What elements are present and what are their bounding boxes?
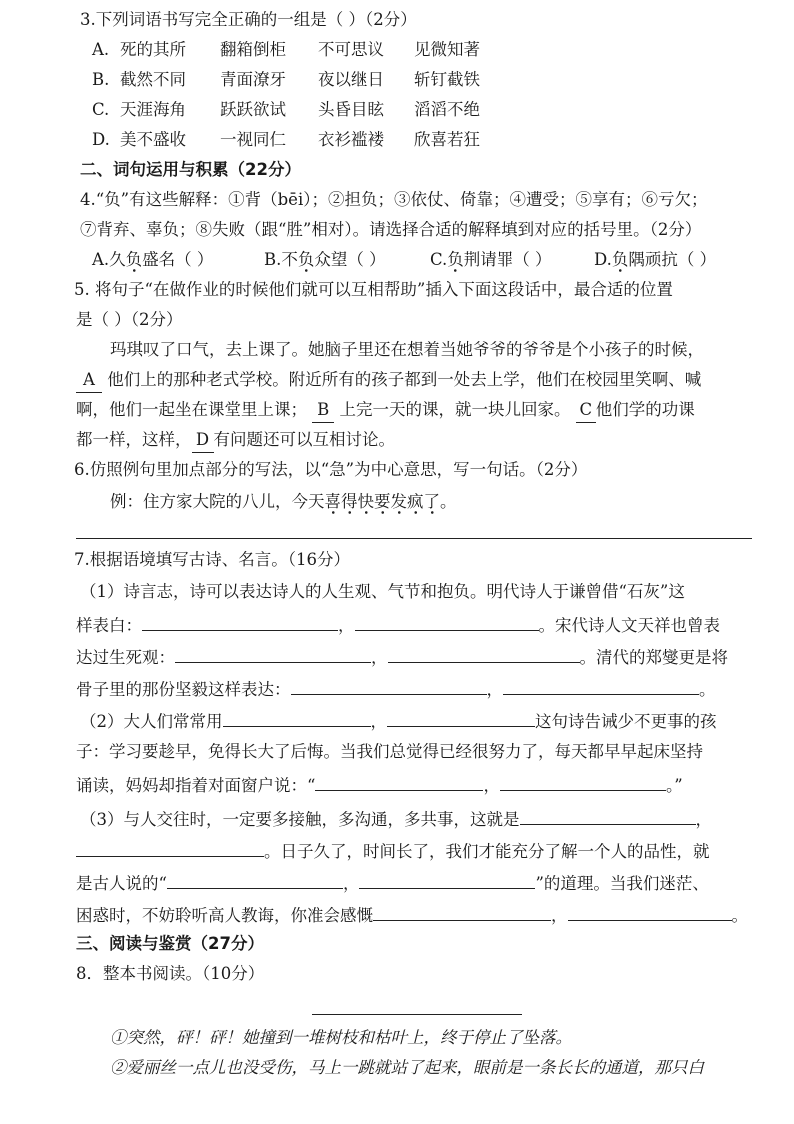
q7-s1-line-1: （1）诗言志，诗可以表达诗人的人生观、气节和抱负。明代诗人于谦曾借“石灰”这 [80, 582, 685, 601]
fill-blank[interactable] [142, 612, 338, 631]
q7-text: 。日子久了，时间长了，我们才能充分了解一个人的品性，就 [264, 842, 710, 861]
option-letter: A. [92, 40, 110, 59]
option-word: 一视同仁 [220, 130, 286, 149]
section-heading-3: 三、阅读与鉴赏（27分） [76, 934, 264, 953]
q8-stem: 8．整本书阅读。（10分） [76, 964, 265, 983]
option-word: 截然不同 [120, 70, 186, 89]
q7-text: 诵读，妈妈却指着对面窗户说：“ [76, 776, 316, 795]
option-word: 斩钉截铁 [414, 70, 480, 89]
fill-blank[interactable] [500, 772, 666, 791]
dotted-char: 负 [126, 250, 143, 273]
q5-passage-line-4 [76, 428, 395, 453]
q7-text: ， [370, 712, 387, 731]
dotted-phrase: 喜得快要发疯了 [325, 492, 441, 515]
q7-text: ， [486, 680, 503, 699]
fill-blank[interactable] [76, 838, 264, 857]
q7-s3-line-4 [76, 902, 748, 928]
q5-line-2: 是（ ）（2分） [76, 310, 183, 329]
fill-blank[interactable] [291, 676, 487, 695]
q7-text: 困惑时，不妨聆听高人教诲，你准会感慨 [76, 906, 373, 925]
example-text: 。 [440, 492, 457, 511]
option-letter: B. [92, 70, 110, 89]
fill-blank[interactable] [359, 870, 535, 889]
q7-text: 骨子里的那份坚毅这样表达： [76, 680, 291, 699]
option-word: 欣喜若狂 [414, 130, 480, 149]
q3-stem: 3.下列词语书写完全正确的一组是（ ）（2分） [80, 10, 417, 29]
q4-line-1: 4.“负”有这些解释：①背（bēi）；②担负；③依仗、倚靠；④遭受；⑤享有；⑥亏欠； [80, 190, 708, 209]
q7-s3-line-3 [76, 870, 709, 896]
q5-passage-line-3 [76, 398, 695, 423]
q4-item-text: 荆请罪（ ） [463, 250, 552, 269]
option-word: 头昏目眩 [318, 100, 384, 119]
q7-text: 。宋代诗人文天祥也曾表 [538, 616, 720, 635]
dotted-char: 负 [447, 250, 464, 273]
q4-item-a [92, 248, 213, 272]
option-letter: C. [92, 100, 110, 119]
q4-item-text: D. [594, 250, 612, 269]
insert-mark-b: B [312, 398, 334, 423]
passage-text: 都一样，这样， [76, 430, 192, 449]
q7-text: ， [551, 906, 568, 925]
fill-blank[interactable] [387, 708, 535, 727]
fill-blank[interactable] [355, 612, 539, 631]
fill-blank[interactable] [223, 708, 371, 727]
q7-s2-line-3 [76, 772, 683, 798]
insert-mark-a: A [76, 368, 102, 393]
q7-text: 是古人说的“ [76, 874, 167, 893]
q5-line-1: 5. 将句子“在做作业的时候他们就可以互相帮助”插入下面这段话中，最合适的位置 [74, 280, 673, 299]
q4-item-text: C. [430, 250, 448, 269]
q4-item-text: B.不 [264, 250, 298, 269]
fill-blank[interactable] [568, 902, 732, 921]
option-letter: D. [92, 130, 110, 149]
q6-example [110, 490, 457, 514]
insert-mark-c: C [576, 398, 596, 423]
dotted-char: 负 [298, 250, 315, 273]
q7-stem: 7.根据语境填写古诗、名言。（16分） [74, 550, 350, 569]
q7-text: 。” [665, 776, 683, 795]
option-word: 夜以继日 [318, 70, 384, 89]
q5-passage-line-2 [76, 368, 701, 393]
q7-text: ， [483, 776, 500, 795]
q4-item-text: 盛名（ ） [142, 250, 214, 269]
fill-blank[interactable] [388, 644, 580, 663]
q7-text: ， [695, 810, 712, 829]
q4-item-d [594, 248, 716, 272]
q7-text: ， [338, 616, 355, 635]
q8-paragraph-1: ①突然，砰！砰！她撞到一堆树枝和枯叶上，终于停止了坠落。 [110, 1028, 572, 1047]
option-word: 见微知著 [414, 40, 480, 59]
insert-mark-d: D [192, 428, 214, 453]
q6-stem: 6.仿照例句里加点部分的写法，以“急”为中心意思，写一句话。（2分） [74, 460, 588, 479]
fill-blank[interactable] [167, 870, 343, 889]
q8-title-blank[interactable] [312, 1014, 522, 1015]
fill-blank[interactable] [175, 644, 371, 663]
fill-blank[interactable] [503, 676, 699, 695]
q7-text: （2）大人们常常用 [80, 712, 223, 731]
q4-item-c [430, 248, 552, 272]
q7-text: ， [342, 874, 360, 893]
q4-item-text: 隅顽抗（ ） [628, 250, 717, 269]
option-word: 美不盛收 [120, 130, 186, 149]
q4-item-text: A.久 [92, 250, 126, 269]
q7-s3-line-2 [76, 838, 710, 864]
passage-text: 他们学的功课 [595, 400, 695, 419]
q4-line-2: ⑦背弃、辜负；⑧失败（跟“胜”相对）。请选择合适的解释填到对应的括号里。（2分） [80, 220, 702, 239]
option-word: 天涯海角 [120, 100, 186, 119]
q7-text: 这句诗告诫少不更事的孩 [535, 712, 717, 731]
q7-s1-line-2 [76, 612, 720, 638]
q7-s3-line-1 [80, 806, 712, 832]
q8-paragraph-2: ②爱丽丝一点儿也没受伤，马上一跳就站了起来，眼前是一条长长的通道，那只白 [110, 1058, 704, 1077]
q7-text: 样表白： [76, 616, 142, 635]
q4-item-b [264, 248, 386, 272]
fill-blank[interactable] [315, 772, 483, 791]
q7-text: ， [371, 648, 388, 667]
section-heading-2: 二、词句运用与积累（22分） [80, 160, 301, 179]
fill-blank[interactable] [520, 806, 696, 825]
q5-passage-line-1: 玛琪叹了口气，去上课了。她脑子里还在想着当她爷爷的爷爷是个小孩子的时候， [110, 340, 704, 359]
q7-text: 。 [731, 906, 748, 925]
q7-text: 。清代的郑燮更是将 [579, 648, 728, 667]
option-word: 青面潦牙 [220, 70, 286, 89]
q7-text: 达过生死观： [76, 648, 175, 667]
q7-s2-line-1 [80, 708, 717, 734]
passage-text: 上完一天的课，就一块儿回家。 [339, 400, 571, 419]
passage-text: 啊，他们一起坐在课堂里上课； [76, 400, 307, 419]
q6-answer-line[interactable] [76, 538, 752, 539]
q7-text: ”的道理。当我们迷茫、 [535, 874, 709, 893]
q7-text: 。 [699, 680, 716, 699]
option-word: 翻箱倒柜 [220, 40, 286, 59]
fill-blank[interactable] [373, 902, 551, 921]
q4-item-text: 众望（ ） [314, 250, 386, 269]
option-word: 死的其所 [120, 40, 186, 59]
option-word: 跃跃欲试 [220, 100, 286, 119]
q7-s1-line-4 [76, 676, 716, 702]
q7-s1-line-3 [76, 644, 728, 670]
option-word: 滔滔不绝 [414, 100, 480, 119]
option-word: 衣衫褴褛 [318, 130, 384, 149]
q7-s2-line-2: 子：学习要趁早，免得长大了后悔。当我们总觉得已经很努力了，每天都早早起床坚持 [76, 742, 703, 761]
passage-text: 他们上的那种老式学校。附近所有的孩子都到一处去上学，他们在校园里笑啊、喊 [107, 370, 702, 389]
example-text: 例：住方家大院的八儿，今天 [110, 492, 325, 511]
dotted-char: 负 [612, 250, 629, 273]
passage-text: 有问题还可以互相讨论。 [213, 430, 395, 449]
q7-text: （3）与人交往时，一定要多接触，多沟通，多共事，这就是 [80, 810, 520, 829]
option-word: 不可思议 [318, 40, 384, 59]
